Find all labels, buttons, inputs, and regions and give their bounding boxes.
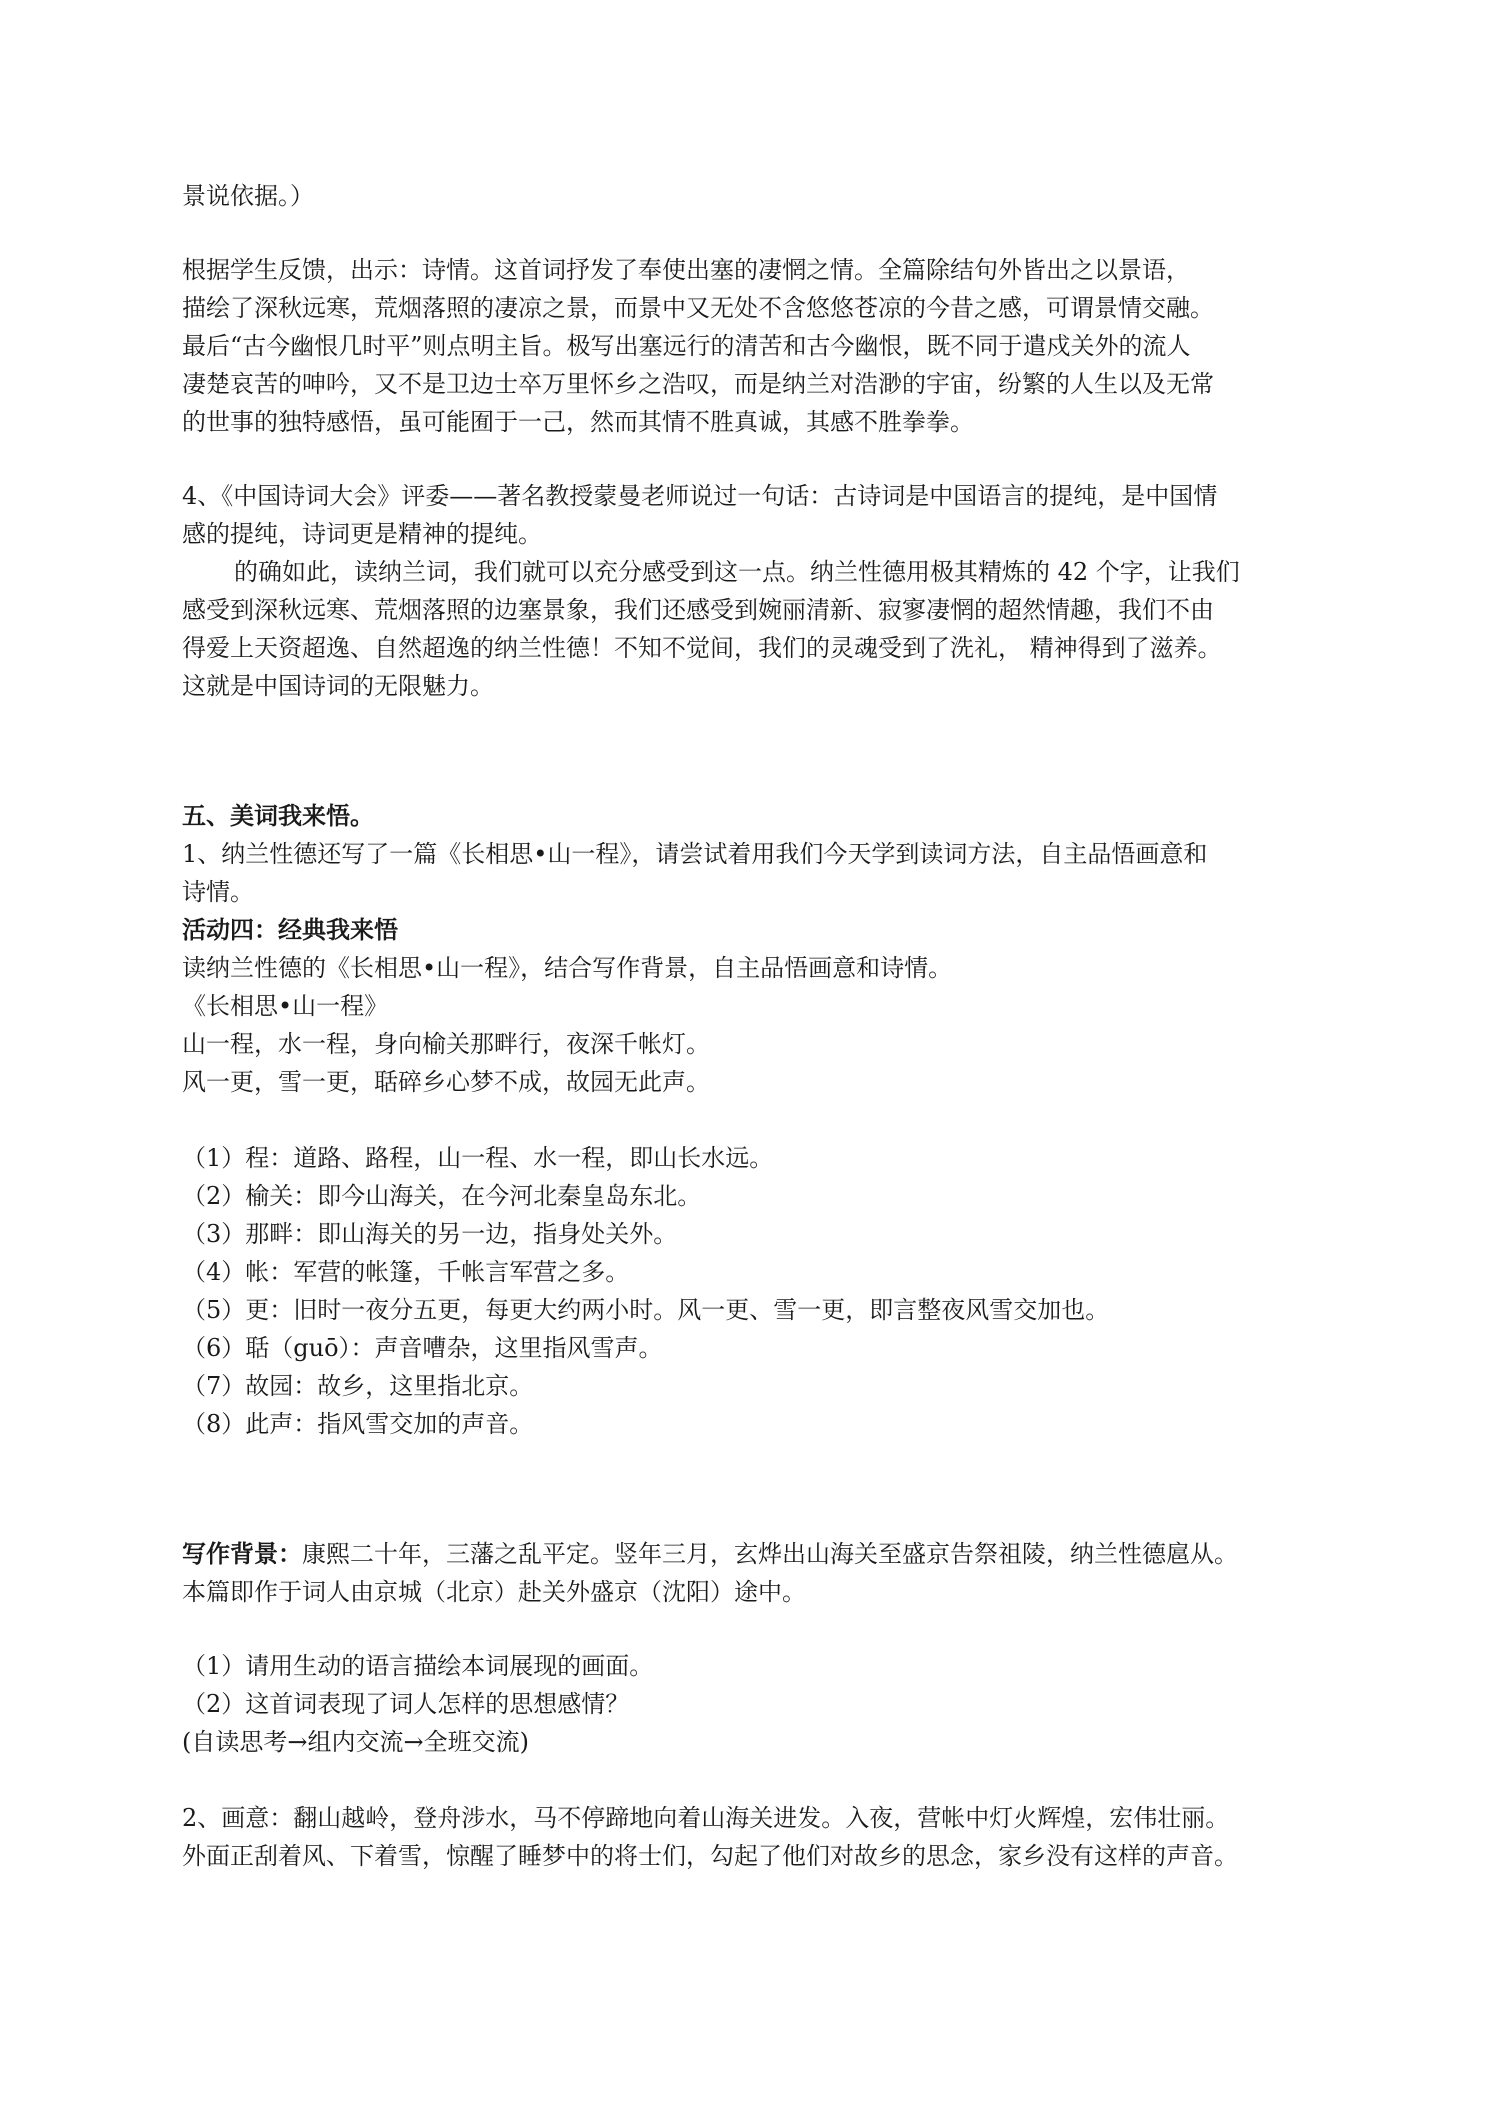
question-item: （2）这首词表现了词人怎样的思想感情？	[182, 1690, 630, 1718]
text-line: 景说依据。）	[182, 182, 314, 210]
text-line: 最后“古今幽恨几时平”则点明主旨。极写出塞远行的清苦和古今幽恨，既不同于遣戍关外的流人	[182, 332, 1191, 360]
text-line: 4、《中国诗词大会》评委——著名教授蒙曼老师说过一句话：古诗词是中国语言的提纯，是中国情	[182, 482, 1218, 510]
note-item: （8）此声：指风雪交加的声音。	[182, 1410, 534, 1438]
text-line: 的确如此，读纳兰词，我们就可以充分感受到这一点。纳兰性德用极其精炼的 42 个字，让我们	[234, 558, 1240, 586]
text-line: 2、画意：翻山越岭，登舟涉水，马不停蹄地向着山海关进发。入夜，营帐中灯火辉煌，宏伟壮丽。	[182, 1804, 1230, 1832]
text-line: 感的提纯，诗词更是精神的提纯。	[182, 520, 542, 548]
background-line	[182, 1536, 1312, 1572]
text-line: 诗情。	[182, 878, 254, 906]
poem-line: 风一更，雪一更，聒碎乡心梦不成，故园无此声。	[182, 1068, 710, 1096]
text-line: 描绘了深秋远寒，荒烟落照的凄凉之景，而景中又无处不含悠悠苍凉的今昔之感，可谓景情交融。	[182, 294, 1214, 322]
background-label: 写作背景：	[182, 1539, 302, 1568]
text-line: 凄楚哀苦的呻吟，又不是卫边士卒万里怀乡之浩叹，而是纳兰对浩渺的宇宙，纷繁的人生以及无常	[182, 370, 1214, 398]
note-item: （4）帐：军营的帐篷，千帐言军营之多。	[182, 1258, 630, 1286]
note-item: （2）榆关：即今山海关，在今河北秦皇岛东北。	[182, 1182, 702, 1210]
text-line: (自读思考→组内交流→全班交流)	[182, 1728, 529, 1756]
question-item: （1）请用生动的语言描绘本词展现的画面。	[182, 1652, 654, 1680]
note-item: （3）那畔：即山海关的另一边，指身处关外。	[182, 1220, 678, 1248]
text-line: 的世事的独特感悟，虽可能囿于一己，然而其情不胜真诚，其感不胜拳拳。	[182, 408, 974, 436]
note-item: （1）程：道路、路程，山一程、水一程，即山长水远。	[182, 1144, 774, 1172]
section-heading: 五、美词我来悟。	[182, 801, 374, 830]
text-line: 外面正刮着风、下着雪，惊醒了睡梦中的将士们，勾起了他们对故乡的思念，家乡没有这样的声音。	[182, 1842, 1238, 1870]
background-text: 康熙二十年，三藩之乱平定。竖年三月，玄烨出山海关至盛京告祭祖陵，纳兰性德扈从。	[302, 1540, 1238, 1568]
note-item: （6）聒（guō）：声音嘈杂，这里指风雪声。	[182, 1334, 663, 1362]
text-line: 1、纳兰性德还写了一篇《长相思•山一程》，请尝试着用我们今天学到读词方法，自主品悟画意和	[182, 840, 1208, 868]
text-line: 这就是中国诗词的无限魅力。	[182, 672, 494, 700]
text-line: 感受到深秋远寒、荒烟落照的边塞景象，我们还感受到婉丽清新、寂寥凄惘的超然情趣，我们不由	[182, 596, 1214, 624]
note-item: （7）故园：故乡，这里指北京。	[182, 1372, 534, 1400]
text-line: 得爱上天资超逸、自然超逸的纳兰性德！不知不觉间，我们的灵魂受到了洗礼， 精神得到了滋养。	[182, 634, 1222, 662]
activity-heading: 活动四：经典我来悟	[182, 915, 398, 944]
poem-title: 《长相思•山一程》	[182, 992, 389, 1020]
poem-line: 山一程，水一程，身向榆关那畔行，夜深千帐灯。	[182, 1030, 710, 1058]
text-line: 读纳兰性德的《长相思•山一程》，结合写作背景，自主品悟画意和诗情。	[182, 954, 953, 982]
note-item: （5）更：旧时一夜分五更，每更大约两小时。风一更、雪一更，即言整夜风雪交加也。	[182, 1296, 1110, 1324]
text-line: 本篇即作于词人由京城（北京）赴关外盛京（沈阳）途中。	[182, 1578, 806, 1606]
text-line: 根据学生反馈，出示：诗情。这首词抒发了奉使出塞的凄惘之情。全篇除结句外皆出之以景语，	[182, 256, 1190, 284]
